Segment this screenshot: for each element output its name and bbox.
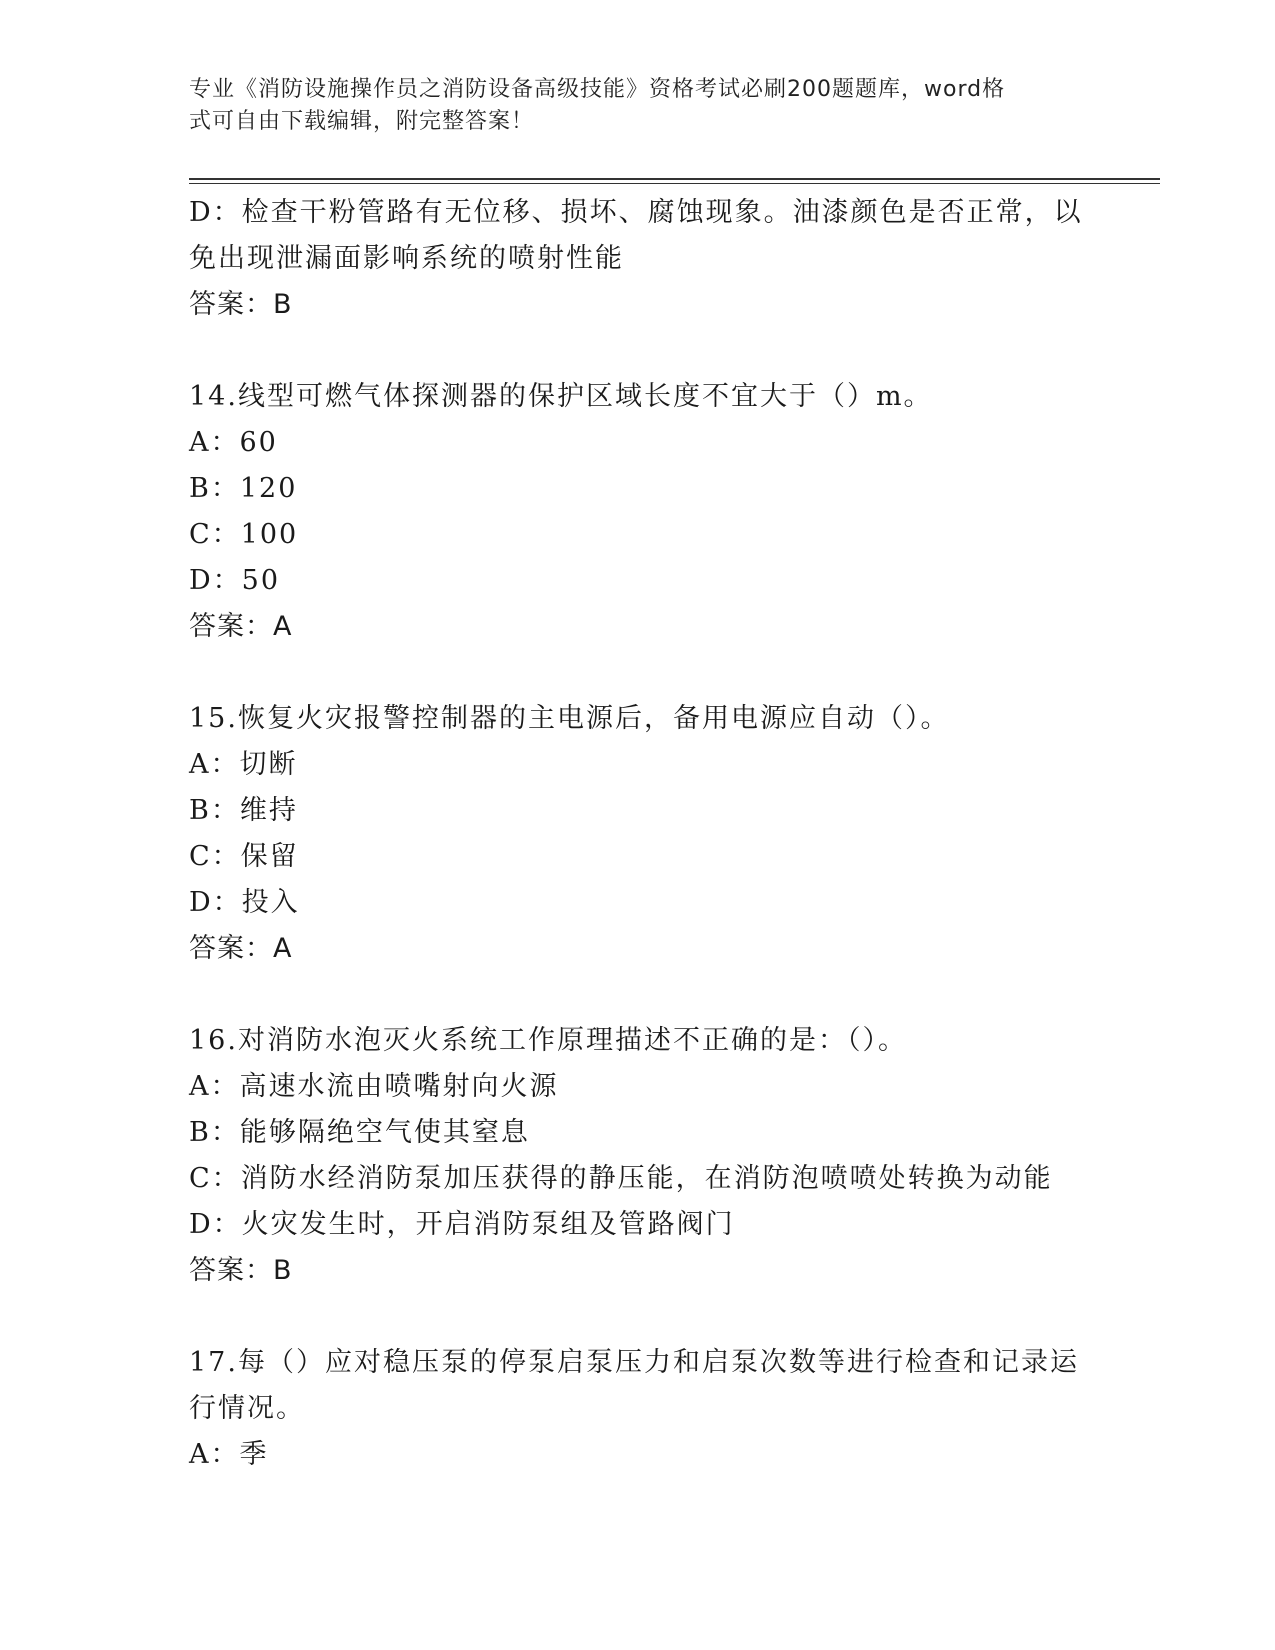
question-stem: 14.线型可燃气体探测器的保护区域长度不宜大于（）m。 bbox=[189, 381, 933, 412]
question-stem: 16.对消防水泡灭火系统工作原理描述不正确的是：（）。 bbox=[189, 1025, 907, 1056]
question-17 bbox=[189, 1340, 1089, 1478]
header-divider-thin bbox=[189, 183, 1160, 184]
option-b: B：维持 bbox=[189, 795, 298, 826]
option-d-continued: 免出现泄漏面影响系统的喷射性能 bbox=[189, 243, 624, 274]
header-line-2: 式可自由下载编辑，附完整答案！ bbox=[189, 109, 535, 134]
document-header bbox=[189, 74, 1069, 138]
option-b: B：120 bbox=[189, 473, 298, 504]
option-d: D：火灾发生时，开启消防泵组及管路阀门 bbox=[189, 1209, 735, 1240]
option-c: C：100 bbox=[189, 519, 299, 550]
option-a: A：季 bbox=[189, 1439, 269, 1470]
question-list bbox=[189, 190, 1089, 1478]
option-d: D：检查干粉管路有无位移、损坏、腐蚀现象。油漆颜色是否正常，以 bbox=[189, 197, 1083, 228]
option-c: C：消防水经消防泵加压获得的静压能，在消防泡喷喷处转换为动能 bbox=[189, 1163, 1053, 1194]
question-stem: 15.恢复火灾报警控制器的主电源后，备用电源应自动（）。 bbox=[189, 703, 950, 734]
question-stem-continued: 行情况。 bbox=[189, 1393, 305, 1424]
option-b: B：能够隔绝空气使其窒息 bbox=[189, 1117, 530, 1148]
option-d: D：50 bbox=[189, 565, 281, 596]
option-a: A：切断 bbox=[189, 749, 298, 780]
option-a: A：高速水流由喷嘴射向火源 bbox=[189, 1071, 559, 1102]
previous-question-tail bbox=[189, 190, 1089, 328]
question-14 bbox=[189, 374, 1089, 650]
header-divider-thick bbox=[189, 178, 1160, 180]
option-d: D：投入 bbox=[189, 887, 300, 918]
option-a: A：60 bbox=[189, 427, 278, 458]
option-c: C：保留 bbox=[189, 841, 299, 872]
header-line-1: 专业《消防设施操作员之消防设备高级技能》资格考试必刷200题题库，word格 bbox=[189, 77, 1006, 102]
answer-line: 答案：B bbox=[189, 1255, 293, 1286]
answer-line: 答案：A bbox=[189, 611, 293, 642]
answer-line: 答案：A bbox=[189, 933, 293, 964]
question-stem: 17.每（）应对稳压泵的停泵启泵压力和启泵次数等进行检查和记录运 bbox=[189, 1347, 1079, 1378]
question-16 bbox=[189, 1018, 1089, 1294]
question-15 bbox=[189, 696, 1089, 972]
answer-line: 答案：B bbox=[189, 289, 293, 320]
